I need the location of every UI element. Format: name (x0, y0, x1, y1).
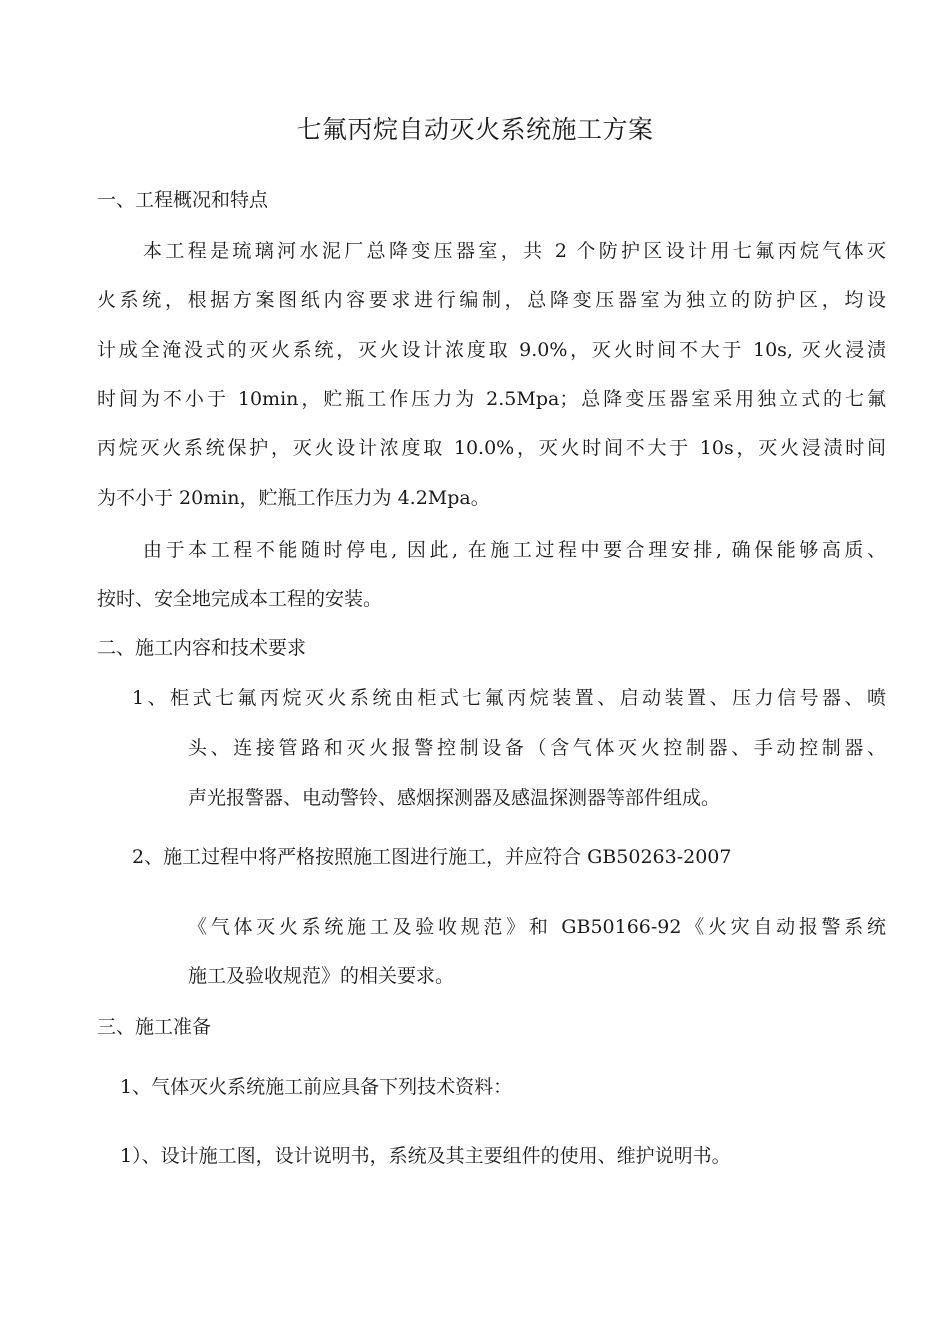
list-item-line: 施工及验收规范》的相关要求。 (188, 965, 455, 987)
list-item-line: 1、气体灭火系统施工前应具备下列技术资料： (120, 1076, 513, 1098)
paragraph-line: 时间为不小于 10min，贮瓶工作压力为 2.5Mpa；总降变压器室采用独立式的七氟 (97, 388, 886, 410)
paragraph-line: 为不小于 20min，贮瓶工作压力为 4.2Mpa。 (97, 487, 490, 509)
list-item-line: 《气体灭火系统施工及验收规范》和 GB50166-92《火灾自动报警系统 (188, 916, 886, 938)
list-item-line: 头、连接管路和灭火报警控制设备（含气体灭火控制器、手动控制器、 (188, 737, 886, 759)
paragraph-line: 由于本工程不能随时停电, 因此, 在施工过程中要合理安排, 确保能够高质、 (143, 539, 886, 561)
paragraph-line: 按时、安全地完成本工程的安装。 (97, 588, 383, 610)
list-item-line: 声光报警器、电动警铃、感烟探测器及感温探测器等部件组成。 (188, 787, 721, 809)
list-item-line: 2、施工过程中将严格按照施工图进行施工，并应符合 GB50263-2007 (132, 846, 732, 868)
section-heading: 三、施工准备 (97, 1016, 212, 1038)
paragraph-line: 计成全淹没式的灭火系统，灭火设计浓度取 9.0%，灭火时间不大于 10s, 灭火浸渍 (97, 339, 886, 361)
list-item-line: 1、柜式七氟丙烷灭火系统由柜式七氟丙烷装置、启动装置、压力信号器、喷 (132, 687, 886, 709)
section-heading: 一、工程概况和特点 (97, 189, 269, 211)
section-heading: 二、施工内容和技术要求 (97, 637, 307, 659)
list-item-line: 1）、设计施工图，设计说明书，系统及其主要组件的使用、维护说明书。 (120, 1145, 731, 1167)
paragraph-line: 丙烷灭火系统保护，灭火设计浓度取 10.0%，灭火时间不大于 10s，灭火浸渍时间 (97, 437, 886, 459)
paragraph-line: 本工程是琉璃河水泥厂总降变压器室，共 2 个防护区设计用七氟丙烷气体灭 (143, 240, 886, 262)
document-title: 七氟丙烷自动灭火系统施工方案 (296, 115, 654, 144)
paragraph-line: 火系统，根据方案图纸内容要求进行编制，总降变压器室为独立的防护区，均设 (97, 289, 886, 311)
